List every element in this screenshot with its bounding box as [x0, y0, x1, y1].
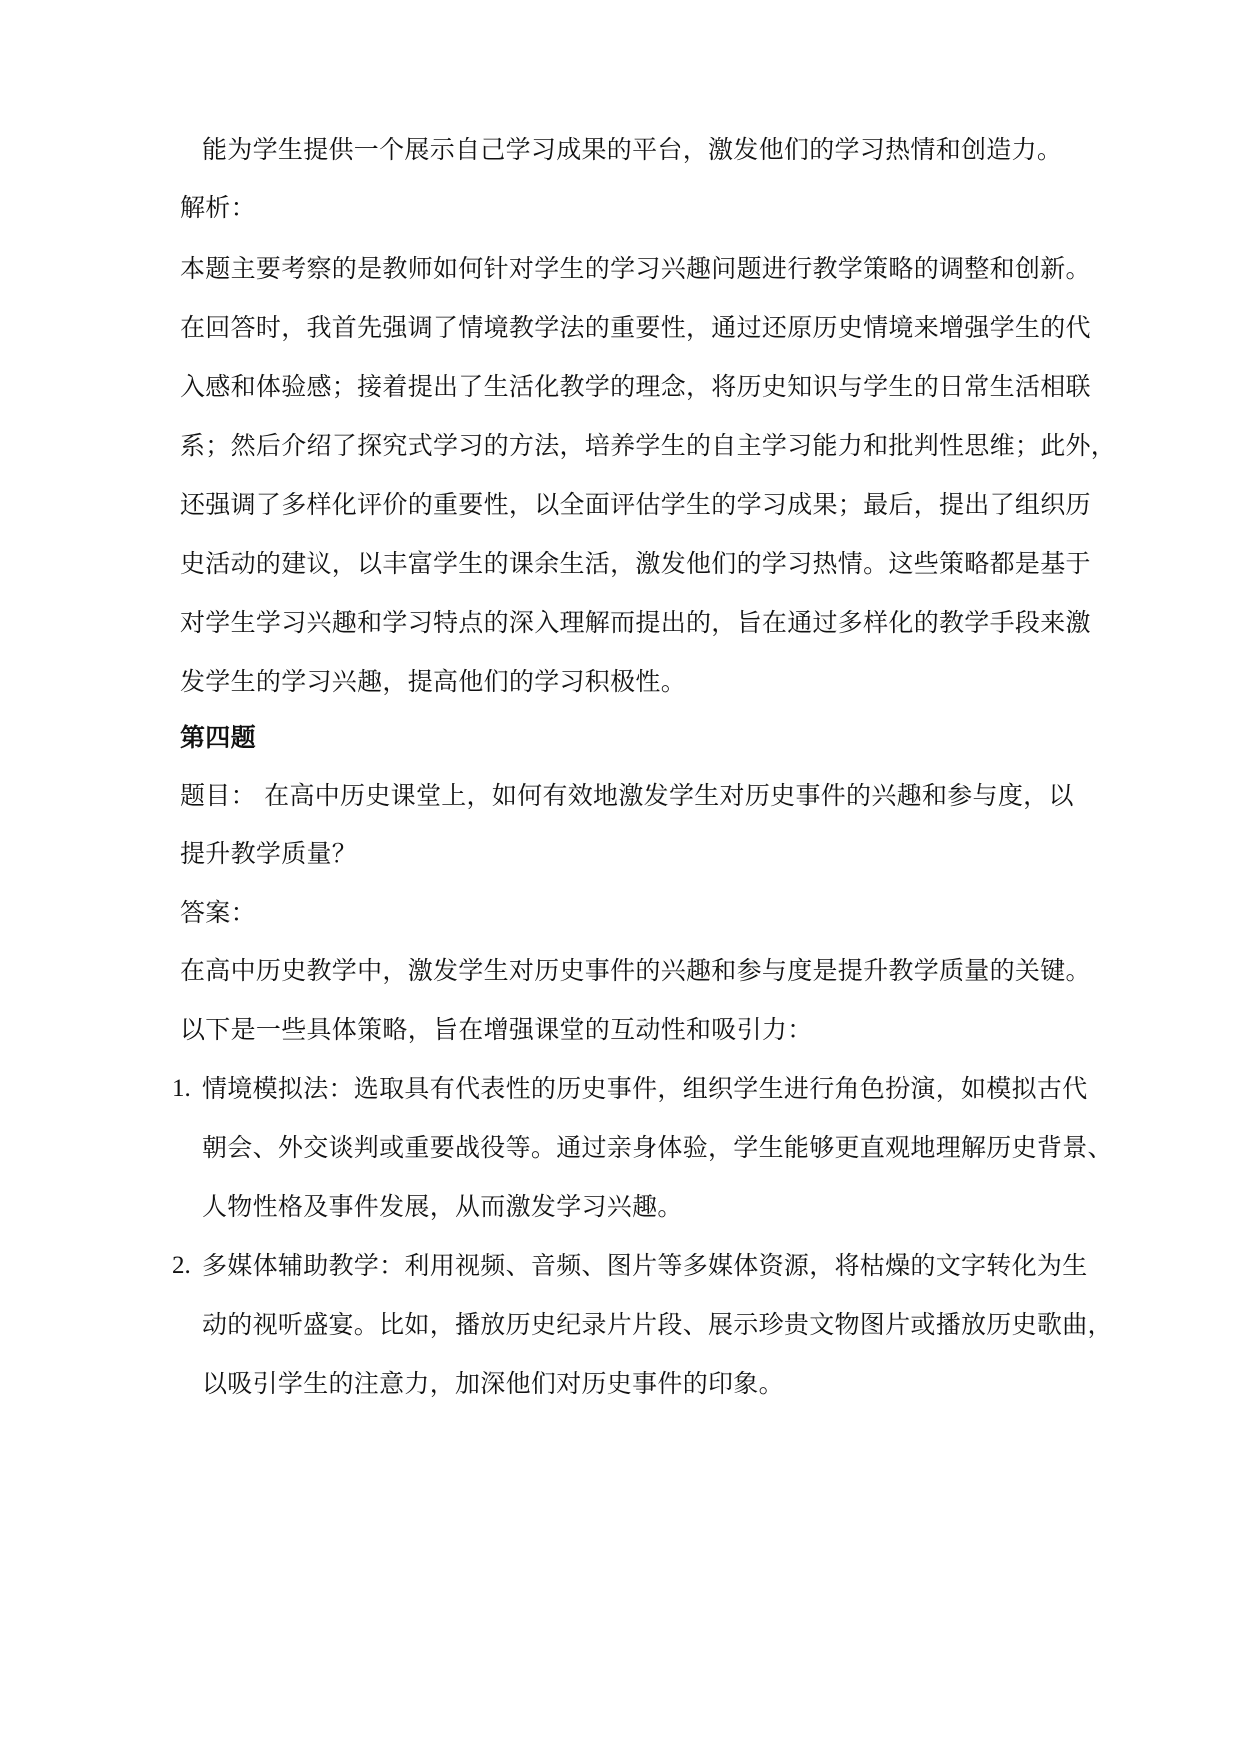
list-item-line: 情境模拟法：选取具有代表性的历史事件，组织学生进行角色扮演，如模拟古代	[202, 1074, 1088, 1103]
analysis-line: 发学生的学习兴趣，提高他们的学习积极性。	[180, 667, 687, 696]
section-title: 第四题	[180, 723, 256, 752]
list-item-line: 以吸引学生的注意力，加深他们对历史事件的印象。	[202, 1369, 784, 1398]
list-item-number: 1.	[172, 1075, 191, 1102]
analysis-line: 系；然后介绍了探究式学习的方法，培养学生的自主学习能力和批判性思维；此外，	[180, 431, 1117, 460]
analysis-line: 在回答时，我首先强调了情境教学法的重要性，通过还原历史情境来增强学生的代	[180, 313, 1091, 342]
analysis-line: 入感和体验感；接着提出了生活化教学的理念，将历史知识与学生的日常生活相联	[180, 372, 1091, 401]
list-item-line: 人物性格及事件发展，从而激发学习兴趣。	[202, 1192, 683, 1221]
answer-intro-line: 在高中历史教学中，激发学生对历史事件的兴趣和参与度是提升教学质量的关键。	[180, 956, 1091, 985]
question-line: 提升教学质量？	[180, 839, 358, 868]
answer-intro-line: 以下是一些具体策略，旨在增强课堂的互动性和吸引力：	[180, 1015, 813, 1044]
analysis-line: 史活动的建议，以丰富学生的课余生活，激发他们的学习热情。这些策略都是基于	[180, 549, 1091, 578]
analysis-line: 本题主要考察的是教师如何针对学生的学习兴趣问题进行教学策略的调整和创新。	[180, 254, 1091, 283]
list-item-line: 动的视听盛宴。比如，播放历史纪录片片段、展示珍贵文物图片或播放历史歌曲，	[202, 1310, 1113, 1339]
list-item-line: 朝会、外交谈判或重要战役等。通过亲身体验，学生能够更直观地理解历史背景、	[202, 1133, 1113, 1162]
analysis-label: 解析：	[180, 193, 256, 222]
analysis-line: 还强调了多样化评价的重要性，以全面评估学生的学习成果；最后，提出了组织历	[180, 490, 1091, 519]
analysis-line: 对学生学习兴趣和学习特点的深入理解而提出的，旨在通过多样化的教学手段来激	[180, 608, 1091, 637]
answer-label: 答案：	[180, 898, 256, 927]
intro-tail-line: 能为学生提供一个展示自己学习成果的平台，激发他们的学习热情和创造力。	[202, 135, 1063, 164]
question-line: 题目： 在高中历史课堂上，如何有效地激发学生对历史事件的兴趣和参与度，以	[180, 781, 1074, 810]
list-item-number: 2.	[172, 1252, 191, 1279]
list-item-line: 多媒体辅助教学：利用视频、音频、图片等多媒体资源，将枯燥的文字转化为生	[202, 1251, 1088, 1280]
